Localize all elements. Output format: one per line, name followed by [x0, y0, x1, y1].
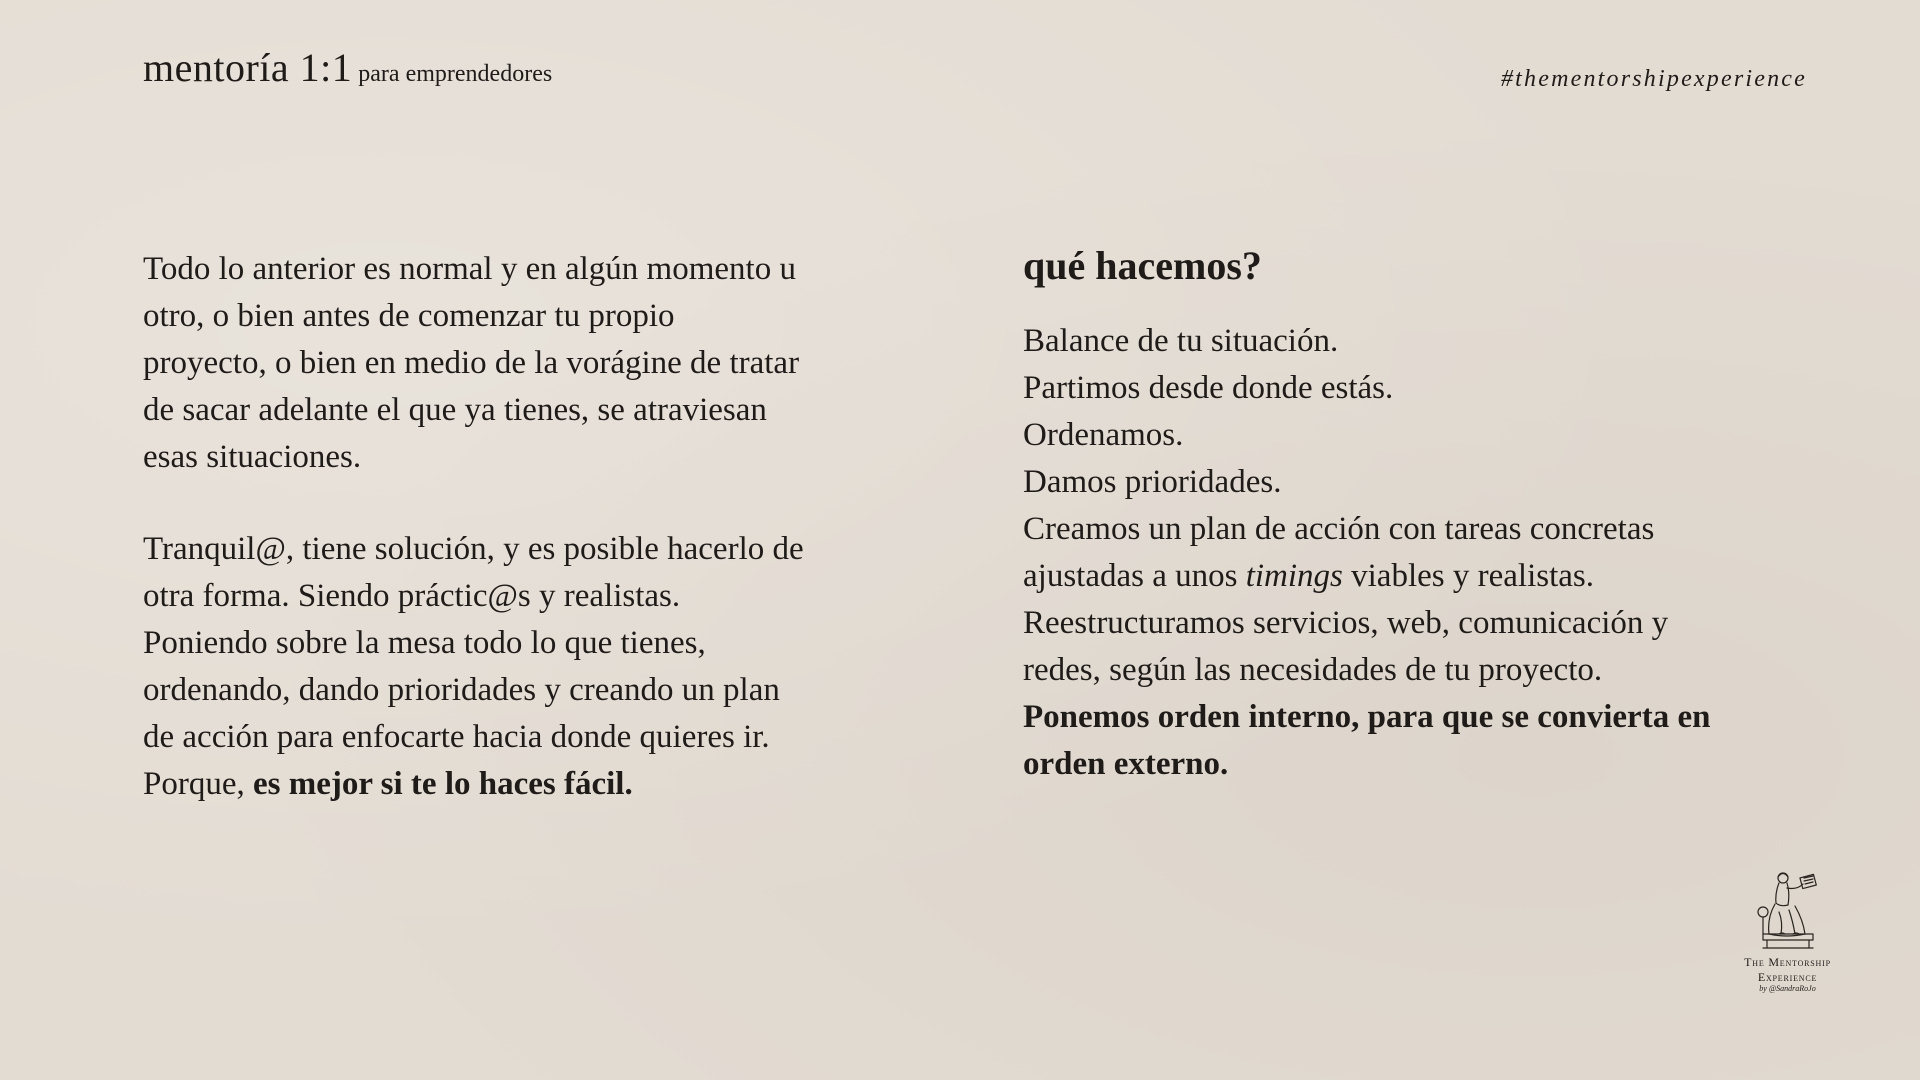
timings-suffix: viables y realistas.: [1342, 558, 1594, 594]
text-line: ordenando, dando prioridades y creando un plan: [143, 672, 780, 708]
header: [143, 44, 1807, 104]
list-item: Damos prioridades.: [1023, 464, 1282, 500]
list-item: [1023, 553, 1793, 600]
timings-prefix: ajustadas a unos: [1023, 558, 1246, 594]
intro-paragraph: [143, 246, 878, 481]
list-item: Creamos un plan de acción con tareas concretas: [1023, 511, 1655, 547]
text-line: de acción para enfocarte hacia donde quieres ir.: [143, 719, 770, 755]
list-item: Reestructuramos servicios, web, comunicación y: [1023, 605, 1669, 641]
services-list: [1023, 318, 1793, 788]
closing-emphasis: es mejor si te lo haces fácil.: [253, 766, 633, 802]
logo-line-2: Experience: [1757, 970, 1818, 984]
list-item-emphasis: orden externo.: [1023, 746, 1229, 782]
text-line: Todo lo anterior es normal y en algún momento u: [143, 251, 796, 287]
text-line: proyecto, o bien en medio de la vorágine de tratar: [143, 345, 800, 381]
text-line: Tranquil@, tiene solución, y es posible hacerlo de: [143, 531, 804, 567]
closing-line: [143, 761, 878, 808]
list-item: Balance de tu situación.: [1023, 323, 1339, 359]
hashtag: #thementorshipexperience: [1500, 66, 1807, 92]
closing-prefix: Porque,: [143, 766, 253, 802]
seated-figure-illustration-icon: [1749, 868, 1827, 954]
timings-word: timings: [1245, 558, 1343, 594]
list-item: redes, según las necesidades de tu proyecto.: [1023, 652, 1603, 688]
mentorship-logo: [1735, 868, 1840, 994]
text-line: otro, o bien antes de comenzar tu propio: [143, 298, 675, 334]
text-line: Poniendo sobre la mesa todo lo que tienes,: [143, 625, 706, 661]
list-item-emphasis: Ponemos orden interno, para que se convierta en: [1023, 699, 1711, 735]
text-line: de sacar adelante el que ya tienes, se atraviesan: [143, 392, 767, 428]
text-line: esas situaciones.: [143, 439, 362, 475]
logo-byline: by @SandraRoJo: [1759, 984, 1816, 993]
list-item: Partimos desde donde estás.: [1023, 370, 1394, 406]
left-column: [143, 246, 878, 808]
solution-paragraph: [143, 526, 878, 808]
list-item: Ordenamos.: [1023, 417, 1184, 453]
text-line: otra forma. Siendo práctic@s y realistas.: [143, 578, 681, 614]
brand-subtitle: para emprendedores: [358, 61, 553, 87]
section-heading: qué hacemos?: [1023, 243, 1262, 288]
brand-main: mentoría 1:1: [143, 45, 353, 90]
right-column: [1023, 236, 1793, 788]
logo-line-1: The Mentorship: [1744, 955, 1831, 969]
brand-title: [143, 44, 552, 91]
